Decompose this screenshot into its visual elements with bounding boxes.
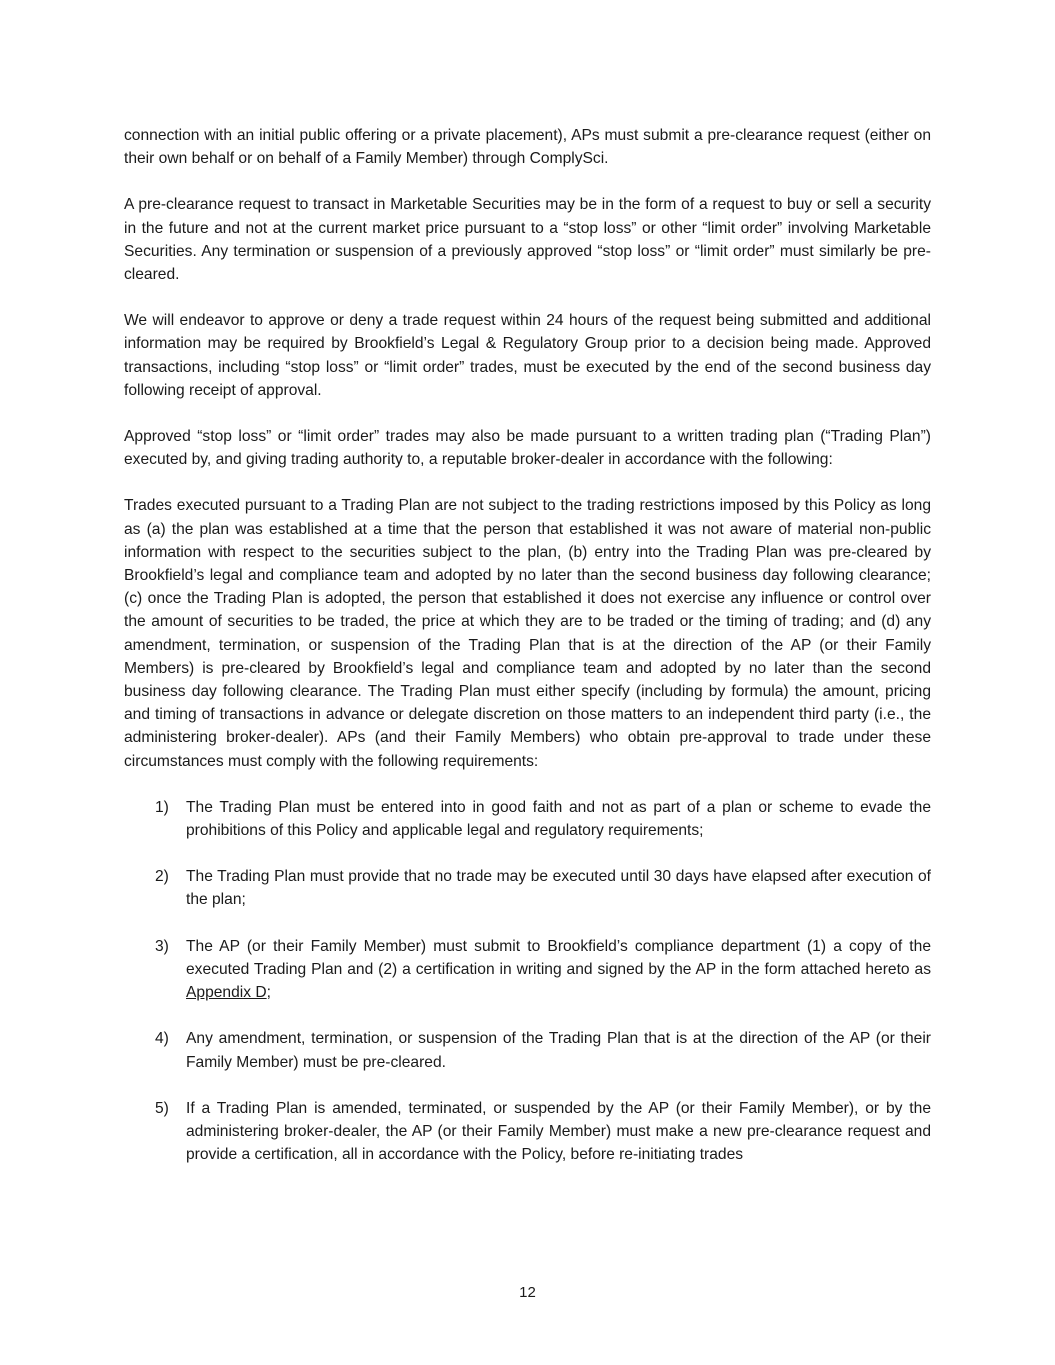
list-number: 5) — [155, 1099, 169, 1117]
list-item-text: The Trading Plan must be entered into in good faith and not as part of a plan or scheme to evade the prohibitions of this Policy and applicable legal and regulatory requirements; — [186, 798, 931, 840]
list-number: 4) — [155, 1030, 169, 1048]
list-number: 2) — [155, 868, 169, 886]
list-item — [124, 865, 931, 911]
paragraph-marketable-securities: A pre-clearance request to transact in Marketable Securities may be in the form of a request to buy or sell a security in the future and not at the current market price pursuant to a “stop loss” or other “limit order” involving Marketable Securities. Any termination or suspension of a previously approved “stop loss” or “limit order” must similarly be pre-cleared. — [124, 196, 931, 284]
list-item-text-end: ; — [266, 984, 271, 1002]
list-item — [124, 935, 931, 1005]
list-item — [124, 1027, 931, 1073]
list-item — [124, 1097, 931, 1167]
paragraph-trading-plan-conditions: Trades executed pursuant to a Trading Plan are not subject to the trading restrictions imposed by this Policy as long as (a) the plan was established at a time that the person that established it was not aware of material non-public information with respect to the securities subject to the plan, (b) entry into the Trading Plan was pre-cleared by Brookfield’s legal and compliance team and adopted by no later than the second business day following clearance; (c) once the Trading Plan is adopted, the person that established it does not exercise any influence or control over the amount of securities to be traded, the price at which they are to be traded or the timing of trading; and (d) any amendment, termination, or suspension of the Trading Plan that is at the direction of the AP (or their Family Members) is pre-cleared by Brookfield’s legal and compliance team and adopted by no later than the second business day following clearance. The Trading Plan must either specify (including by formula) the amount, pricing and timing of transactions in advance or delegate discretion on those matters to an independent third party (i.e., the administering broker-dealer). APs (and their Family Members) who obtain pre-approval to trade under these circumstances must comply with the following requirements: — [124, 497, 931, 770]
paragraph-trading-plan-intro: Approved “stop loss” or “limit order” trades may also be made pursuant to a written trading plan (“Trading Plan”) executed by, and giving trading authority to, a reputable broker-dealer in accordance with the following: — [124, 428, 931, 469]
requirements-list — [124, 796, 931, 1166]
list-number: 3) — [155, 937, 169, 955]
list-item-text: Any amendment, termination, or suspension of the Trading Plan that is at the direction of the AP (or their Family Member) must be pre-cleared. — [186, 1030, 931, 1071]
list-item-text: If a Trading Plan is amended, terminated, or suspended by the AP (or their Family Member), or by the administering broker-dealer, the AP (or their Family Member) must make a new pre-clearance request and provide a certification, all in accordance with the Policy, before re-initiating trades — [186, 1099, 931, 1164]
appendix-d-link[interactable]: Appendix D — [186, 984, 267, 1002]
document-body — [124, 124, 931, 1189]
paragraph-pre-clearance-intro: connection with an initial public offering or a private placement), APs must submit a pre-clearance request (either on their own behalf or on behalf of a Family Member) through ComplySci. — [124, 127, 931, 168]
list-item-text: The Trading Plan must provide that no trade may be executed until 30 days have elapsed after execution of the plan; — [186, 868, 931, 909]
list-number: 1) — [155, 798, 169, 816]
page-number: 12 — [519, 1284, 536, 1301]
list-item — [124, 796, 931, 842]
list-item-text: The AP (or their Family Member) must submit to Brookfield’s compliance department (1) a copy of the executed Trading Plan and (2) a certification in writing and signed by the AP in the form attached hereto as — [186, 937, 931, 978]
paragraph-approval-timing: We will endeavor to approve or deny a trade request within 24 hours of the request being submitted and additional information may be required by Brookfield’s Legal & Regulatory Group prior to a decision being made. Approved transactions, including “stop loss” or “limit order” trades, must be executed by the end of the second business day following receipt of approval. — [124, 312, 931, 399]
